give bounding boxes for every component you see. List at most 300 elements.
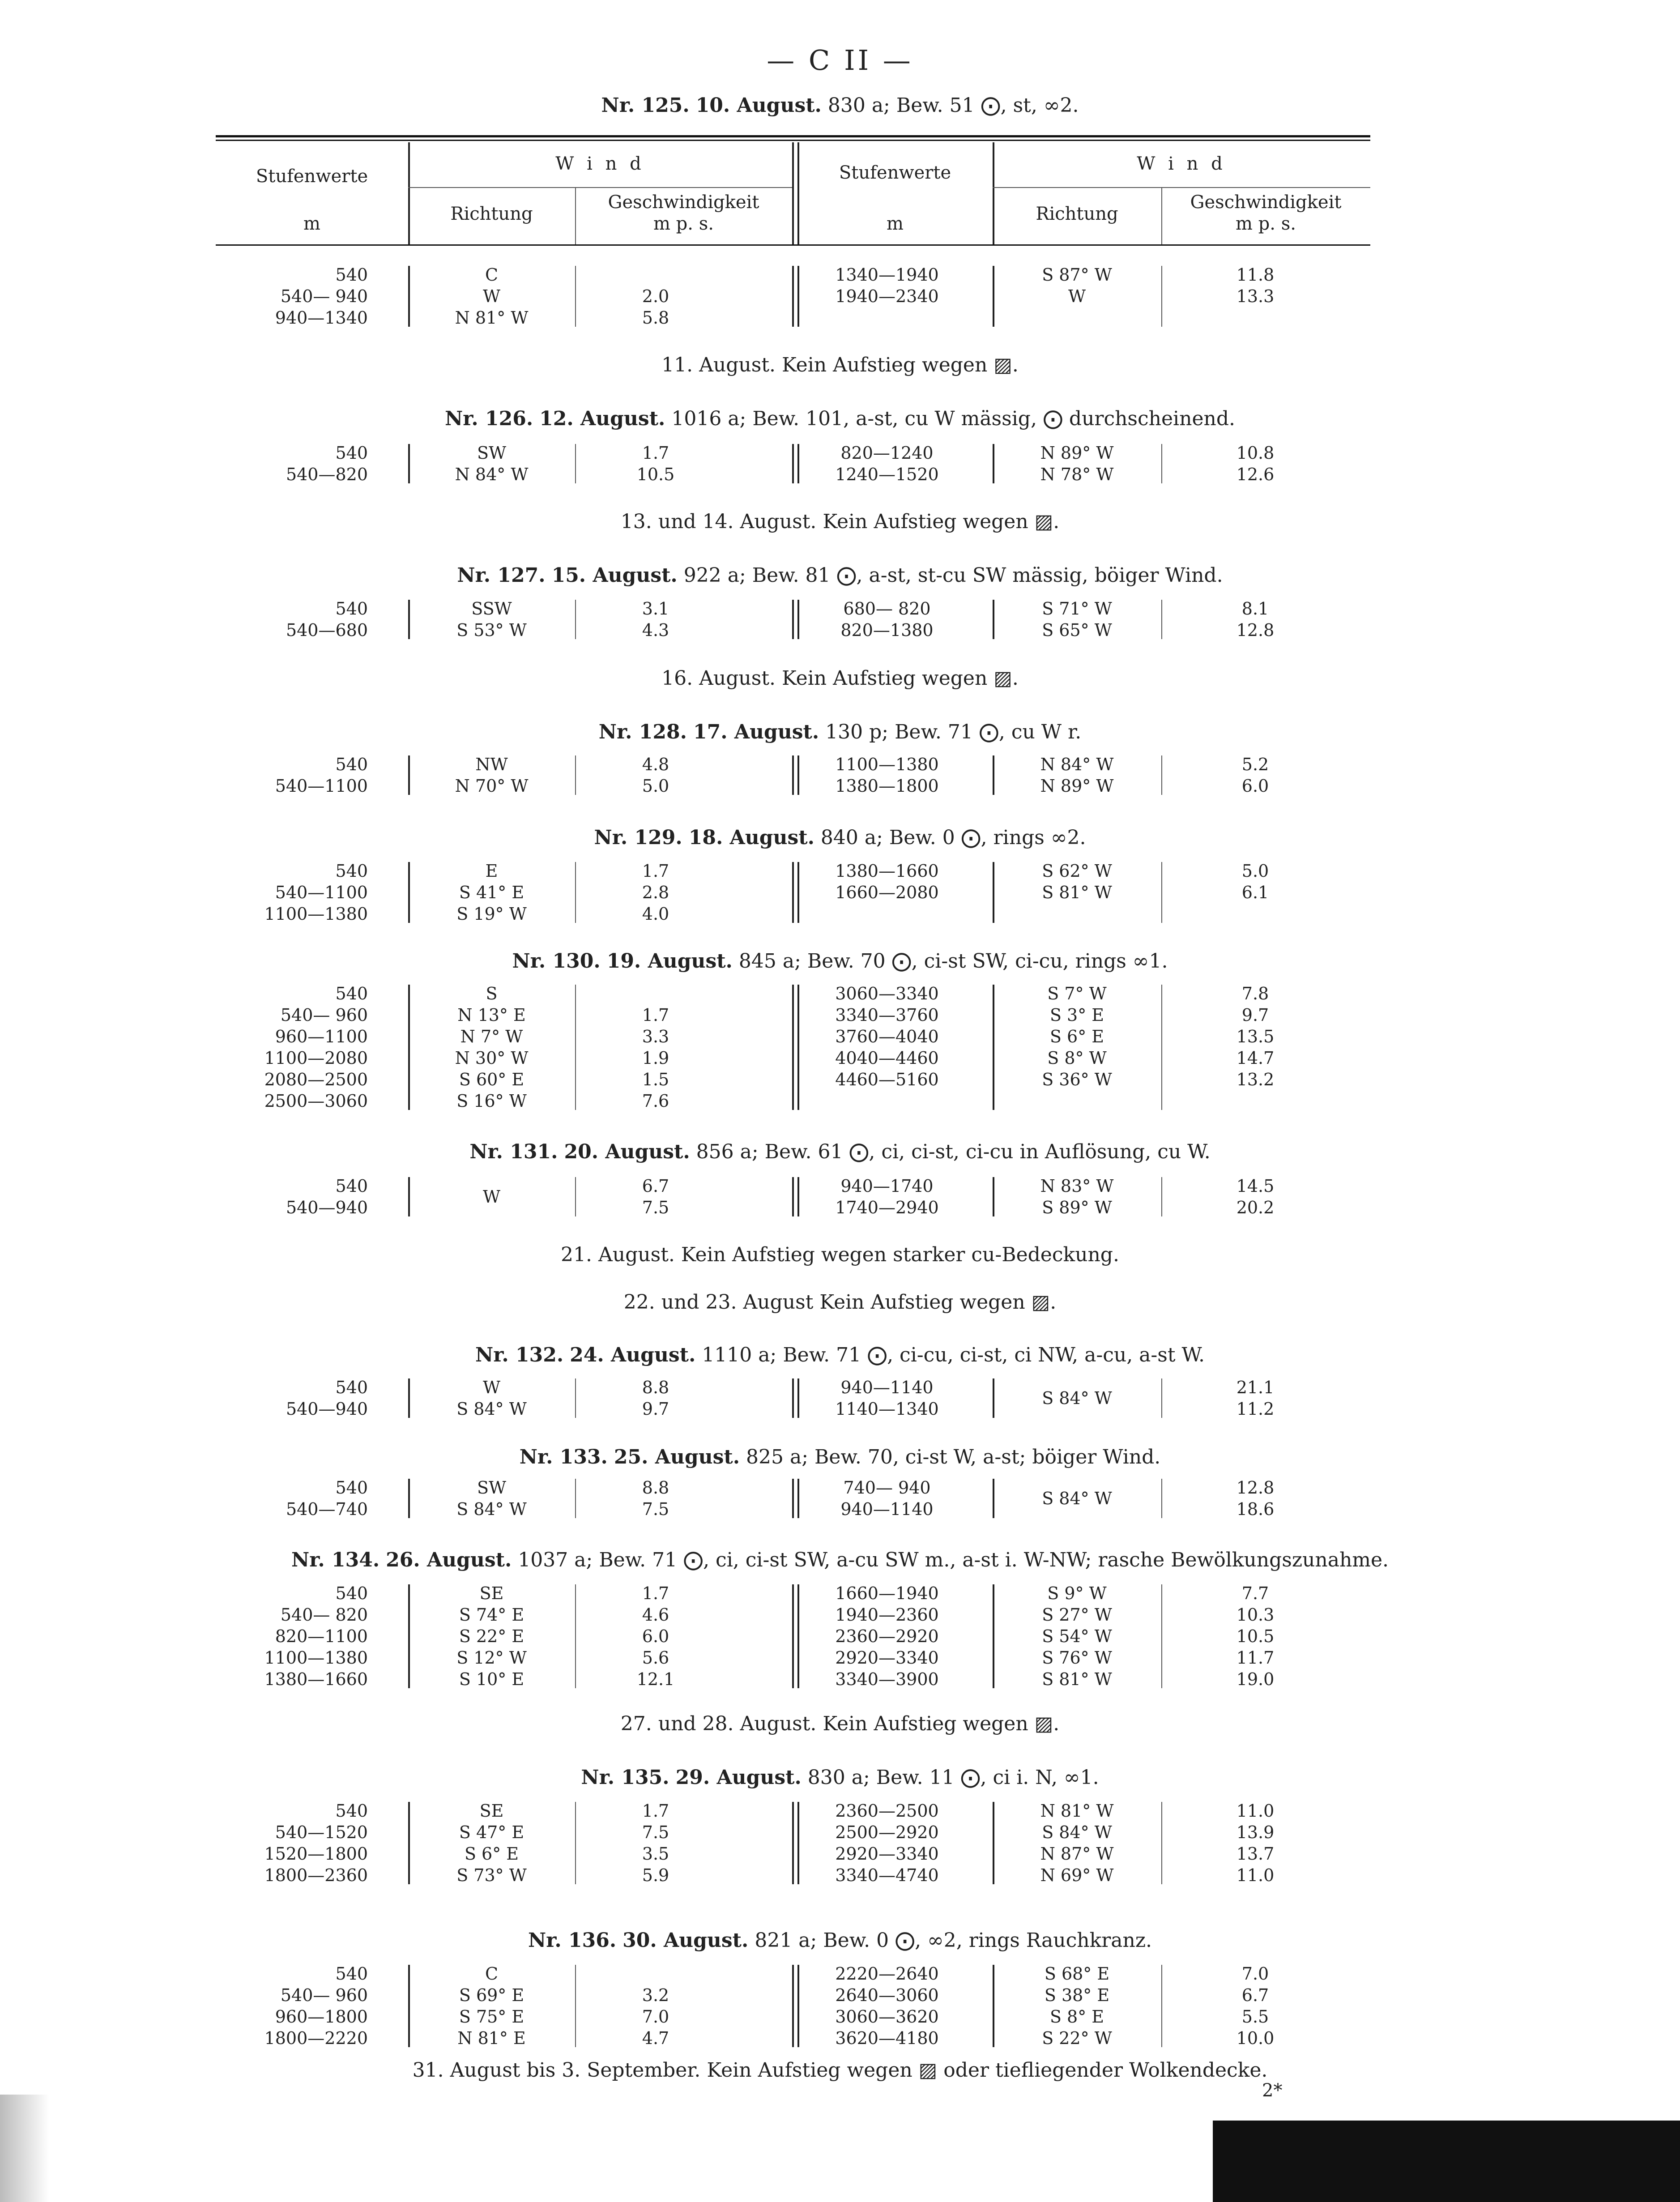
entry-title — [0, 1929, 1680, 1952]
wind-direction: S 10° E — [459, 1669, 524, 1689]
wind-speed: 10.8 — [1236, 443, 1275, 463]
altitude-range: 540—1100 — [275, 883, 368, 902]
wind-speed: 8.8 — [642, 1378, 669, 1397]
altitude-range: 3760—4040 — [835, 1027, 939, 1046]
altitude-range: 2920—3340 — [835, 1648, 939, 1668]
altitude-range: 1660—2080 — [835, 883, 939, 902]
wind-speed: 7.6 — [642, 1091, 669, 1111]
wind-speed: 3.3 — [642, 1027, 669, 1046]
wind-direction: S 84° W — [1042, 1388, 1112, 1408]
wind-direction: SE — [479, 1801, 504, 1821]
entry-date: 24. August. — [570, 1344, 696, 1366]
wind-direction: S 65° W — [1042, 620, 1112, 640]
wind-speed: 13.2 — [1236, 1070, 1275, 1089]
wind-direction: S 6° E — [1049, 1027, 1104, 1046]
wind-speed: 5.5 — [1241, 2007, 1269, 2027]
altitude-range: 1520—1800 — [264, 1844, 368, 1864]
column-divider — [792, 862, 794, 923]
column-divider — [792, 1584, 794, 1688]
wind-direction: S 47° E — [459, 1822, 524, 1842]
altitude-range: 2360—2920 — [835, 1626, 939, 1646]
wind-direction: N 69° W — [1040, 1865, 1114, 1885]
entry-date: 30. August. — [623, 1929, 749, 1952]
wind-speed: 5.0 — [1241, 861, 1269, 881]
note-text: 31. August bis 3. September. Kein Aufstieg wegen ▨ oder tiefliegender Wolkendecke. — [412, 2059, 1268, 2082]
altitude-range: 1140—1340 — [835, 1399, 939, 1419]
altitude-range: 1100—1380 — [264, 904, 368, 924]
altitude-range: 1940—2360 — [835, 1605, 939, 1625]
altitude-range: 1740—2940 — [835, 1198, 939, 1217]
wind-speed: 11.2 — [1236, 1399, 1275, 1419]
wind-direction: S 89° W — [1042, 1198, 1112, 1217]
header-unit-mps: m p. s. — [653, 213, 714, 234]
wind-direction: S 75° E — [459, 2007, 524, 2027]
altitude-range: 3060—3620 — [835, 2007, 939, 2027]
entry-title — [0, 950, 1680, 973]
wind-direction: N 83° W — [1040, 1176, 1114, 1196]
column-divider — [792, 755, 794, 795]
wind-speed: 7.5 — [642, 1499, 669, 1519]
wind-direction: S 71° W — [1042, 599, 1112, 619]
wind-direction: N 81° W — [455, 308, 529, 328]
altitude-range: 540—680 — [286, 620, 368, 640]
altitude-range: 1240—1520 — [835, 465, 939, 484]
altitude-range: 2500—2920 — [835, 1822, 939, 1842]
wind-speed: 12.8 — [1236, 620, 1275, 640]
wind-speed: 6.1 — [1241, 883, 1269, 902]
header-divider — [408, 187, 792, 188]
wind-direction: N 84° W — [1040, 755, 1114, 774]
altitude-range: 2080—2500 — [264, 1070, 368, 1089]
header-unit-m: m — [887, 213, 904, 234]
entry-date: 12. August. — [539, 407, 665, 430]
wind-direction: C — [485, 265, 499, 285]
altitude-range: 4040—4460 — [835, 1048, 939, 1068]
wind-direction: W — [1068, 286, 1086, 306]
wind-speed: 7.7 — [1241, 1583, 1269, 1603]
wind-direction: N 13° E — [457, 1005, 526, 1025]
wind-direction: S 8° E — [1049, 2007, 1104, 2027]
entry-date: 15. August. — [551, 564, 678, 587]
wind-direction: S 7° W — [1047, 984, 1107, 1003]
wind-speed: 11.8 — [1236, 265, 1275, 285]
altitude-range: 940—1340 — [275, 308, 368, 328]
wind-speed: 4.0 — [642, 904, 669, 924]
wind-direction: S 9° W — [1047, 1583, 1107, 1603]
wind-speed: 5.2 — [1241, 755, 1269, 774]
header-stufenwerte: Stufenwerte — [256, 166, 368, 187]
column-divider — [792, 266, 794, 327]
entry-number: Nr. 136. — [528, 1929, 617, 1952]
altitude-range: 3340—3900 — [835, 1669, 939, 1689]
page-header: — C II — — [767, 44, 913, 77]
entry-number: Nr. 125. — [601, 94, 690, 117]
header-divider — [792, 142, 794, 244]
altitude-range: 1340—1940 — [835, 265, 939, 285]
note-text: 11. August. Kein Aufstieg wegen ▨. — [661, 354, 1019, 376]
wind-speed: 18.6 — [1236, 1499, 1275, 1519]
scan-edge — [1213, 2121, 1680, 2202]
altitude-range: 1100—1380 — [835, 755, 939, 774]
note-text: 27. und 28. August. Kein Aufstieg wegen ▨. — [620, 1712, 1060, 1735]
altitude-range: 540—820 — [286, 465, 368, 484]
wind-direction: S 74° E — [459, 1605, 524, 1625]
wind-speed: 1.5 — [642, 1070, 669, 1089]
wind-direction: N 30° W — [455, 1048, 529, 1068]
wind-direction: N 70° W — [455, 776, 529, 796]
wind-direction: S 27° W — [1042, 1605, 1112, 1625]
wind-speed: 9.7 — [1241, 1005, 1269, 1025]
entry-observation: 1016 a; Bew. 101, a-st, cu W mässig, ⨀ durchscheinend. — [671, 407, 1235, 430]
wind-direction: S 22° W — [1042, 2028, 1112, 2048]
no-ascent-note — [0, 2059, 1680, 2082]
wind-direction: N 89° W — [1040, 443, 1114, 463]
wind-speed: 10.5 — [636, 465, 675, 484]
entry-number: Nr. 130. — [512, 950, 601, 973]
note-text: 16. August. Kein Aufstieg wegen ▨. — [661, 667, 1019, 690]
altitude-range: 540— 940 — [280, 286, 368, 306]
altitude-range: 820—1380 — [840, 620, 934, 640]
altitude-range: 1660—1940 — [835, 1583, 939, 1603]
wind-speed: 7.0 — [1241, 1964, 1269, 1984]
altitude-range: 540— 960 — [280, 1985, 368, 2005]
header-stufenwerte: Stufenwerte — [839, 162, 951, 183]
altitude-range: 540—1100 — [275, 776, 368, 796]
altitude-range: 960—1800 — [275, 2007, 368, 2027]
wind-direction: SW — [477, 1478, 507, 1498]
entry-number: Nr. 133. — [519, 1446, 608, 1468]
altitude-range: 540 — [335, 1378, 368, 1397]
wind-speed: 7.5 — [642, 1198, 669, 1217]
wind-direction: S 12° W — [456, 1648, 527, 1668]
altitude-range: 1380—1660 — [264, 1669, 368, 1689]
altitude-range: 540 — [335, 1478, 368, 1498]
wind-speed: 4.7 — [642, 2028, 669, 2048]
wind-direction: S 87° W — [1042, 265, 1112, 285]
column-divider — [792, 1802, 794, 1884]
header-geschwindigkeit: Geschwindigkeit — [1190, 192, 1342, 213]
wind-direction: S 73° W — [456, 1865, 527, 1885]
wind-speed: 10.0 — [1236, 2028, 1275, 2048]
entry-observation: 856 a; Bew. 61 ⨀, ci, ci-st, ci-cu in Auflösung, cu W. — [696, 1140, 1211, 1163]
note-text: 21. August. Kein Aufstieg wegen starker cu-Bedeckung. — [561, 1243, 1119, 1266]
entry-title — [0, 1446, 1680, 1468]
table-header-rule — [216, 244, 1370, 246]
altitude-range: 540 — [335, 599, 368, 619]
wind-direction: SSW — [471, 599, 512, 619]
wind-direction: S 3° E — [1049, 1005, 1104, 1025]
note-text: 22. und 23. August Kein Aufstieg wegen ▨. — [623, 1291, 1057, 1314]
altitude-range: 2220—2640 — [835, 1964, 939, 1984]
wind-speed: 8.8 — [642, 1478, 669, 1498]
entry-observation: 1110 a; Bew. 71 ⨀, ci-cu, ci-st, ci NW, a-cu, a-st W. — [702, 1344, 1205, 1366]
altitude-range: 540 — [335, 1801, 368, 1821]
entry-number: Nr. 132. — [475, 1344, 564, 1366]
entry-observation: 1037 a; Bew. 71 ⨀, ci, ci-st SW, a-cu SW m., a-st i. W-NW; rasche Bewölkungszunahme. — [518, 1549, 1389, 1571]
altitude-range: 960—1100 — [275, 1027, 368, 1046]
wind-direction: W — [482, 1378, 501, 1397]
header-geschwindigkeit: Geschwindigkeit — [608, 192, 759, 213]
entry-observation: 821 a; Bew. 0 ⨀, ∞2, rings Rauchkranz. — [755, 1929, 1152, 1952]
wind-speed: 6.0 — [1241, 776, 1269, 796]
altitude-range: 540 — [335, 755, 368, 774]
wind-speed: 6.0 — [642, 1626, 669, 1646]
wind-direction: N 81° E — [457, 2028, 526, 2048]
table-top-rule — [216, 135, 1370, 137]
entry-number: Nr. 128. — [598, 721, 687, 743]
wind-direction: N 81° W — [1040, 1801, 1114, 1821]
wind-direction: S 62° W — [1042, 861, 1112, 881]
wind-direction: S 53° W — [456, 620, 527, 640]
wind-speed: 4.6 — [642, 1605, 669, 1625]
wind-speed: 4.3 — [642, 620, 669, 640]
column-divider — [792, 985, 794, 1110]
no-ascent-note — [0, 667, 1680, 690]
altitude-range: 680— 820 — [843, 599, 931, 619]
altitude-range: 1380—1800 — [835, 776, 939, 796]
wind-speed: 1.7 — [642, 1583, 669, 1603]
wind-speed: 4.8 — [642, 755, 669, 774]
altitude-range: 940—1740 — [840, 1176, 934, 1196]
wind-speed: 3.2 — [642, 1985, 669, 2005]
entry-observation: 130 p; Bew. 71 ⨀, cu W r. — [825, 721, 1082, 743]
no-ascent-note — [0, 354, 1680, 376]
wind-direction: S 81° W — [1042, 883, 1112, 902]
entry-title — [0, 826, 1680, 849]
wind-speed: 3.1 — [642, 599, 669, 619]
wind-speed: 5.0 — [642, 776, 669, 796]
altitude-range: 4460—5160 — [835, 1070, 939, 1089]
altitude-range: 1100—1380 — [264, 1648, 368, 1668]
wind-direction: N 89° W — [1040, 776, 1114, 796]
wind-speed: 12.1 — [636, 1669, 675, 1689]
column-divider — [792, 1378, 794, 1418]
wind-speed: 20.2 — [1236, 1198, 1275, 1217]
wind-direction: S 84° W — [456, 1399, 527, 1419]
wind-speed: 13.5 — [1236, 1027, 1275, 1046]
altitude-range: 540 — [335, 443, 368, 463]
wind-direction: SE — [479, 1583, 504, 1603]
column-divider — [792, 1177, 794, 1216]
entry-number: Nr. 131. — [469, 1140, 558, 1163]
wind-direction: S 38° E — [1044, 1985, 1110, 2005]
altitude-range: 540 — [335, 1964, 368, 1984]
entry-date: 17. August. — [693, 721, 819, 743]
entry-date: 29. August. — [675, 1766, 802, 1789]
entry-title — [0, 1766, 1680, 1789]
wind-direction: S 41° E — [459, 883, 524, 902]
column-divider — [792, 600, 794, 639]
wind-speed: 8.1 — [1241, 599, 1269, 619]
wind-speed: 7.8 — [1241, 984, 1269, 1003]
wind-direction: S 16° W — [456, 1091, 527, 1111]
wind-direction: S 8° W — [1047, 1048, 1107, 1068]
wind-speed: 14.5 — [1236, 1176, 1275, 1196]
column-divider — [792, 1479, 794, 1518]
wind-speed: 5.9 — [642, 1865, 669, 1885]
wind-speed: 5.8 — [642, 308, 669, 328]
wind-direction: SW — [477, 443, 507, 463]
header-wind: W i n d — [555, 154, 645, 174]
entry-date: 19. August. — [606, 950, 733, 973]
altitude-range: 540—940 — [286, 1198, 368, 1217]
wind-speed: 1.7 — [642, 1005, 669, 1025]
wind-speed: 6.7 — [642, 1176, 669, 1196]
wind-direction: S 60° E — [459, 1070, 524, 1089]
wind-speed: 12.6 — [1236, 465, 1275, 484]
altitude-range: 820—1100 — [275, 1626, 368, 1646]
entry-observation: 830 a; Bew. 51 ⨀, st, ∞2. — [827, 94, 1079, 117]
wind-direction: S 36° W — [1042, 1070, 1112, 1089]
entry-title — [0, 564, 1680, 587]
wind-speed: 11.0 — [1236, 1865, 1275, 1885]
altitude-range: 1380—1660 — [835, 861, 939, 881]
wind-speed: 11.7 — [1236, 1648, 1275, 1668]
wind-direction: S 22° E — [459, 1626, 524, 1646]
wind-direction: S 68° E — [1044, 1964, 1110, 1984]
wind-speed: 2.8 — [642, 883, 669, 902]
entry-number: Nr. 134. — [291, 1549, 380, 1571]
wind-direction: S 19° W — [456, 904, 527, 924]
wind-speed: 2.0 — [642, 286, 669, 306]
header-wind: W i n d — [1137, 154, 1226, 174]
header-unit-mps: m p. s. — [1236, 213, 1296, 234]
no-ascent-note — [0, 1291, 1680, 1314]
header-unit-m: m — [303, 213, 320, 234]
entry-date: 10. August. — [695, 94, 822, 117]
page-mark: 2* — [1262, 2080, 1283, 2101]
entry-observation: 830 a; Bew. 11 ⨀, ci i. N, ∞1. — [807, 1766, 1099, 1789]
wind-direction: S 84° W — [456, 1499, 527, 1519]
wind-direction: S — [486, 984, 498, 1003]
wind-speed: 10.5 — [1236, 1626, 1275, 1646]
altitude-range: 3620—4180 — [835, 2028, 939, 2048]
altitude-range: 3060—3340 — [835, 984, 939, 1003]
wind-speed: 12.8 — [1236, 1478, 1275, 1498]
wind-direction: S 69° E — [459, 1985, 524, 2005]
no-ascent-note — [0, 1243, 1680, 1266]
wind-speed: 6.7 — [1241, 1985, 1269, 2005]
no-ascent-note — [0, 510, 1680, 533]
entry-date: 25. August. — [614, 1446, 740, 1468]
altitude-range: 540 — [335, 1176, 368, 1196]
wind-direction: S 76° W — [1042, 1648, 1112, 1668]
entry-title — [0, 94, 1680, 117]
wind-direction: S 54° W — [1042, 1626, 1112, 1646]
entry-title — [0, 1344, 1680, 1366]
wind-speed: 7.0 — [642, 2007, 669, 2027]
wind-speed: 1.7 — [642, 443, 669, 463]
altitude-range: 540 — [335, 1583, 368, 1603]
column-divider — [792, 444, 794, 483]
altitude-range: 540—740 — [286, 1499, 368, 1519]
wind-direction: W — [482, 286, 501, 306]
wind-direction: S 6° E — [464, 1844, 519, 1864]
wind-direction: S 84° W — [1042, 1822, 1112, 1842]
entry-title — [0, 721, 1680, 743]
header-richtung: Richtung — [1036, 204, 1118, 224]
column-divider — [792, 1965, 794, 2047]
wind-direction: NW — [475, 755, 508, 774]
wind-speed: 10.3 — [1236, 1605, 1275, 1625]
wind-speed: 9.7 — [642, 1399, 669, 1419]
altitude-range: 1800—2220 — [264, 2028, 368, 2048]
wind-direction: S 84° W — [1042, 1489, 1112, 1508]
altitude-range: 3340—4740 — [835, 1865, 939, 1885]
wind-speed: 1.7 — [642, 1801, 669, 1821]
altitude-range: 540 — [335, 265, 368, 285]
wind-speed: 13.9 — [1236, 1822, 1275, 1842]
entry-title — [0, 407, 1680, 430]
altitude-range: 1940—2340 — [835, 286, 939, 306]
wind-direction: W — [482, 1187, 501, 1207]
wind-direction: N 78° W — [1040, 465, 1114, 484]
entry-date: 18. August. — [688, 826, 814, 849]
note-text: 13. und 14. August. Kein Aufstieg wegen ▨. — [620, 510, 1060, 533]
header-divider — [993, 187, 1370, 188]
entry-number: Nr. 126. — [445, 407, 533, 430]
entry-number: Nr. 135. — [581, 1766, 669, 1789]
altitude-range: 2500—3060 — [264, 1091, 368, 1111]
entry-date: 20. August. — [564, 1140, 690, 1163]
wind-speed: 7.5 — [642, 1822, 669, 1842]
entry-title — [0, 1140, 1680, 1163]
no-ascent-note — [0, 1712, 1680, 1735]
wind-speed: 13.3 — [1236, 286, 1275, 306]
table-top-rule-2 — [216, 140, 1370, 141]
entry-number: Nr. 127. — [457, 564, 546, 587]
altitude-range: 940—1140 — [840, 1499, 934, 1519]
header-richtung: Richtung — [450, 204, 533, 224]
altitude-range: 1100—2080 — [264, 1048, 368, 1068]
altitude-range: 2640—3060 — [835, 1985, 939, 2005]
scan-edge — [0, 2095, 49, 2202]
altitude-range: 3340—3760 — [835, 1005, 939, 1025]
altitude-range: 2920—3340 — [835, 1844, 939, 1864]
wind-speed: 11.0 — [1236, 1801, 1275, 1821]
altitude-range: 540—940 — [286, 1399, 368, 1419]
wind-speed: 1.7 — [642, 861, 669, 881]
entry-observation: 840 a; Bew. 0 ⨀, rings ∞2. — [820, 826, 1086, 849]
altitude-range: 740— 940 — [843, 1478, 931, 1498]
wind-direction: S 81° W — [1042, 1669, 1112, 1689]
altitude-range: 540— 960 — [280, 1005, 368, 1025]
altitude-range: 540 — [335, 861, 368, 881]
altitude-range: 540 — [335, 984, 368, 1003]
altitude-range: 820—1240 — [840, 443, 934, 463]
wind-speed: 21.1 — [1236, 1378, 1275, 1397]
wind-direction: N 84° W — [455, 465, 529, 484]
altitude-range: 1800—2360 — [264, 1865, 368, 1885]
entry-date: 26. August. — [386, 1549, 512, 1571]
wind-direction: E — [485, 861, 498, 881]
entry-observation: 825 a; Bew. 70, ci-st W, a-st; böiger Wind. — [746, 1446, 1161, 1468]
altitude-range: 940—1140 — [840, 1378, 934, 1397]
wind-speed: 13.7 — [1236, 1844, 1275, 1864]
altitude-range: 540— 820 — [280, 1605, 368, 1625]
wind-direction: N 87° W — [1040, 1844, 1114, 1864]
entry-observation: 845 a; Bew. 70 ⨀, ci-st SW, ci-cu, rings ∞1. — [738, 950, 1168, 973]
altitude-range: 540—1520 — [275, 1822, 368, 1842]
wind-speed: 1.9 — [642, 1048, 669, 1068]
wind-direction: C — [485, 1964, 499, 1984]
wind-speed: 5.6 — [642, 1648, 669, 1668]
wind-speed: 14.7 — [1236, 1048, 1275, 1068]
wind-speed: 19.0 — [1236, 1669, 1275, 1689]
entry-title — [0, 1549, 1680, 1571]
entry-number: Nr. 129. — [594, 826, 682, 849]
altitude-range: 2360—2500 — [835, 1801, 939, 1821]
